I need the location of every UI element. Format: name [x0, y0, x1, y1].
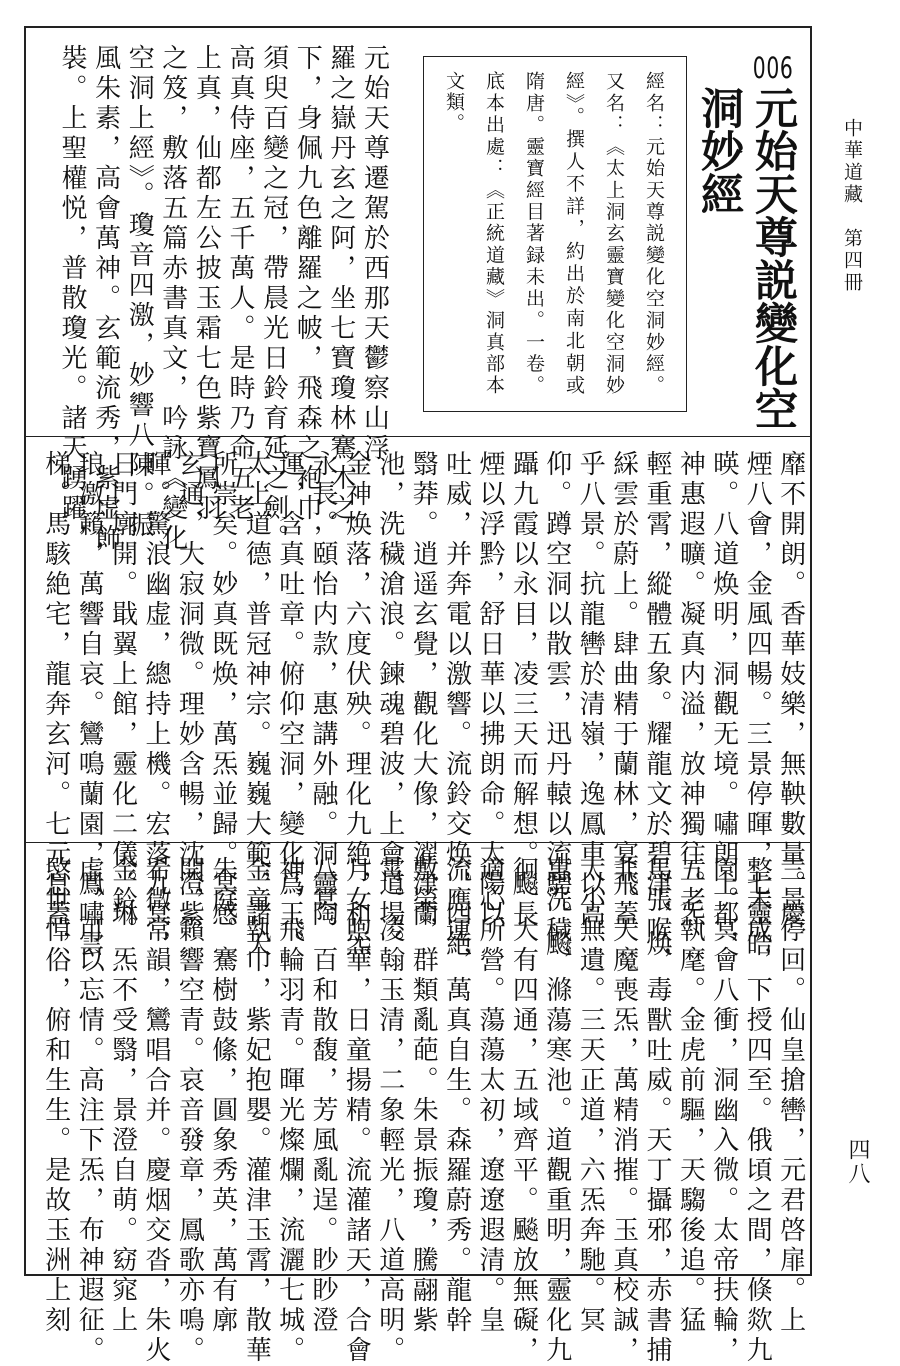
top-text-column: 羅之嶽丹玄之阿，坐七寶瓊林騫木之 [325, 44, 356, 524]
middle-text-column: 琅激籟，萬響自哀。鸞鳴蘭園，鳳嘯雲 [74, 450, 105, 960]
middle-text-column: 日門廓開。戢翼上館，靈化二儀。琳 [107, 450, 138, 930]
top-text-column: 元始天尊遷駕於西那天鬱察山浮 [359, 44, 390, 464]
middle-text-column: 綵雲於蔚上。肆曲精于蘭林，宴飛蓋 [608, 450, 639, 930]
bottom-text-column: 適心所營。蕩蕩太初，遼遼遐清。皇 [475, 856, 505, 1336]
middle-text-column: 煙八會，金風四暢。三景停暉，七靈皓 [742, 450, 773, 960]
bottom-text-column: 徊。大有四通，五域齊平。飈放無礙， [508, 856, 539, 1366]
middle-text-column: 靡不開朗。香華妓樂，無鞅數量。慶 [775, 450, 806, 930]
bottom-text-column: 非。天魔喪炁，萬精消摧。玉真校誠， [608, 856, 639, 1366]
middle-text-column: 永長。頤怡内款，惠講外融。洞靈陶 [308, 450, 338, 930]
series-volume-header: 中華道藏 第四冊 [841, 118, 863, 294]
middle-text-column: 仰。蹲空洞以散雲，迅丹轅以流騁。飈 [541, 450, 572, 960]
middle-text-column: 神惠遐曠。凝真内溢，放神獨往。炁 [675, 450, 706, 930]
top-text-column: 上真，仙都左公披玉霜七色紫寶鳳羽 [191, 44, 222, 524]
middle-text-column: 太上道德，普冠神宗。巍巍大範，諸天 [241, 450, 272, 960]
middle-text-column: 翳莽。逍遥玄覺，觀化大像，濯津蘭 [408, 450, 439, 930]
bottom-text-column: 虚，可以忘情。高注下炁，布神遐征。 [74, 856, 105, 1366]
info-box [423, 56, 687, 412]
bottom-text-column: 園。冥會八衝，洞幽入微。太帝扶輪， [708, 856, 739, 1366]
info-box-text: 經名：元始天尊説變化空洞妙經。又名：《太上洞玄靈寶變化空洞妙經》。撰人不詳，約出於南北朝或隋唐。靈寶經目著録未出。一卷。底本出處：《正統道藏》洞真部本文類。 [443, 71, 665, 396]
entry-title-line-2: 洞妙經 [694, 86, 744, 215]
bottom-text-column: 大小無遺。三天正道，六炁奔馳。冥 [575, 856, 606, 1336]
middle-text-column: 乎八景。抗龍轡於清嶺，逸鳳車以高 [575, 450, 606, 930]
top-text-column: 空洞上經》。瓊音四激，妙響八陳。振 [124, 44, 155, 541]
bottom-text-column: 五老執麾。金虎前驅，天騶後追。猛 [675, 856, 706, 1336]
middle-text-column: 暎。八道焕明，洞觀无境。嘯朗上都， [708, 450, 739, 960]
bottom-text-column: 神，飛輪羽青。暉光燦爛，流灑七城。 [274, 856, 305, 1366]
page-number: 四八 [845, 1138, 870, 1186]
middle-text-column: 運，含真吐章。俯仰空洞，變化爲王。 [274, 450, 305, 960]
bottom-text-column: 開，籟響空青。哀音發章，鳳歌亦鳴。 [174, 856, 205, 1366]
entry-title-line-1: 元始天尊説變化空 [748, 86, 798, 430]
bottom-text-column: 朱庭。騫樹鼓絛，圓象秀英，萬有廓 [207, 856, 238, 1336]
bottom-text-column: 流應運，萬真自生。森羅蔚秀。龍幹 [441, 856, 472, 1336]
middle-text-column: 玄通，大寂洞微。理妙含暢，沈澄紫 [174, 450, 205, 930]
middle-text-column: 暉。驚浪幽虚，總持上機。宏落九冥， [141, 450, 171, 960]
top-text-column: 高真侍座，五千萬人。是時乃命五老 [225, 44, 255, 524]
middle-text-column: 金神焕落，六度伏殃。理化九絶，和炁 [341, 450, 372, 960]
bottom-text-column: 整未成，下授四至。俄頃之間，倏欻九 [742, 856, 773, 1366]
bottom-text-column: 月女煦華，日童揚精。流灌諸天，合會 [341, 856, 372, 1366]
bottom-text-column: 八冥。百和散馥，芳風亂逞。眇眇澄 [308, 856, 338, 1336]
middle-text-column: 所崇矣。妙真既焕，萬炁並歸。冥感 [207, 450, 238, 930]
top-text-column: 風朱素，高會萬神。玄範流秀，紫虚飾 [90, 44, 121, 554]
bottom-text-column: 希微常韻，鸞唱合并。慶烟交沓，朱火 [141, 856, 171, 1366]
bottom-text-column: 三景停回。仙皇搶轡，元君啓扉。上 [775, 856, 806, 1336]
bottom-text-column: 金鈴。炁不受翳，景澄自萌。窈窕上 [107, 856, 138, 1336]
bottom-text-column: 馬張喉，毒獸吐威。天丁攝邪，赤書捕 [642, 856, 672, 1366]
top-text-column: 須臾百變之冠，帶晨光日鈴育延之劍。 [258, 44, 289, 554]
bottom-text-column: 惠洗穢，滌蕩寒池。道觀重明，靈化九 [541, 856, 572, 1366]
bottom-text-column: 愍世悼俗，俯和生生。是故玉洲上刻 [40, 856, 71, 1336]
top-text-column: 之笈，敷落五篇赤書真文，吟詠《變化 [157, 44, 188, 554]
middle-text-column: 池，洗穢滄浪。鍊魂碧波，上會道場。 [374, 450, 405, 960]
middle-text-column: 梯。馬駭絶宅，龍奔玄河。七元息蓋， [40, 450, 71, 960]
middle-text-column: 吐威，并奔電以激響。流鈴交焕，四絶 [441, 450, 472, 960]
middle-text-column: 煙以浮黔，舒日華以拂朗命。太陽以 [475, 450, 505, 930]
bottom-text-column: 霄。凌翰玉清，二象輕光，八道高明。 [374, 856, 405, 1366]
top-text-column: 裝。上聖權悦，普散瓊光。諸天踴躍， [57, 44, 87, 554]
middle-text-column: 輕重霄，縱體五象。耀龍文於碧津，焕 [642, 450, 672, 960]
middle-text-column: 躡九霞以永目，凌三天而解想。飈長 [508, 450, 539, 930]
bottom-text-column: 金童執巾，紫妃抱嬰。灌津玉霄，散華 [241, 856, 272, 1366]
top-text-column: 下，身佩九色離羅之帔，飛森之袍巾， [292, 44, 323, 554]
entry-number: 006 [752, 51, 794, 85]
bottom-text-column: 敷榮，群類亂葩。朱景振瓊，騰翮紫 [408, 856, 439, 1336]
